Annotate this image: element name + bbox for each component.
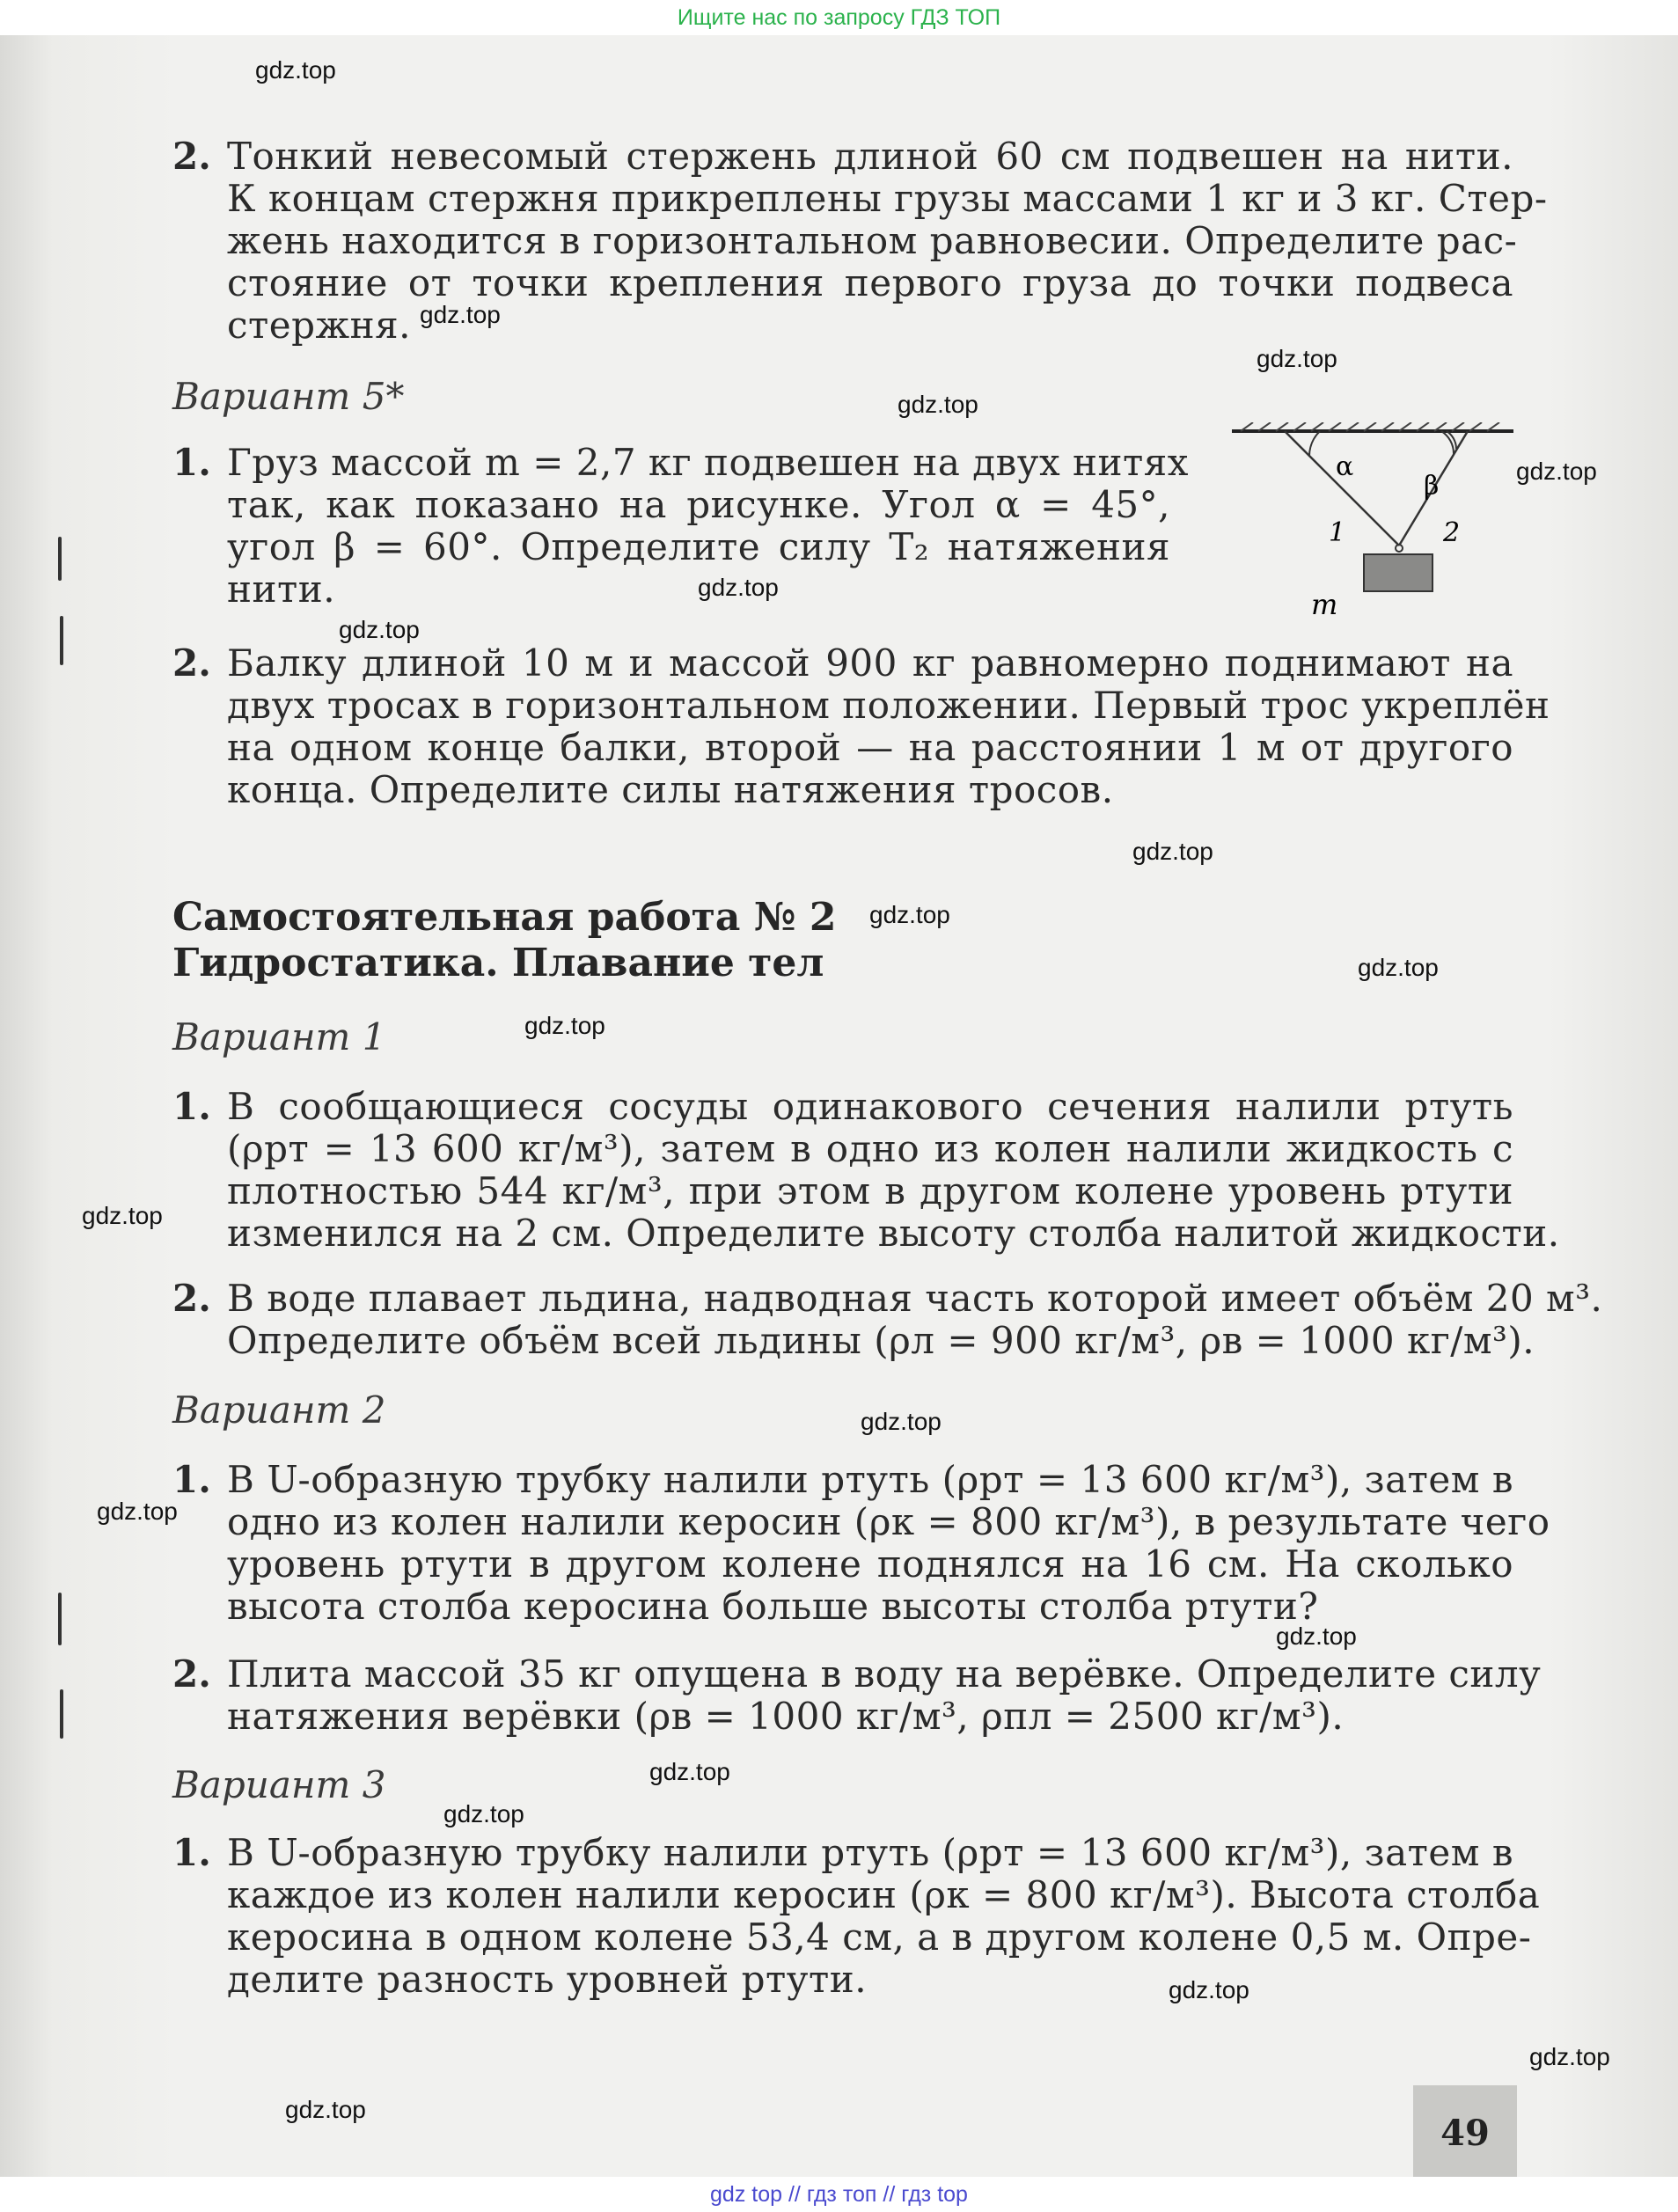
section-title: Самостоятельная работа № 2 [172, 895, 837, 940]
scanned-page [0, 35, 1678, 2177]
string-1-label: 1 [1329, 517, 1346, 548]
page-number: 49 [1413, 2085, 1517, 2191]
text-line: В U-образную трубку налили ртуть (ρрт = 13 600 кг/м³), затем в [227, 1458, 1513, 1501]
watermark: gdz.top [97, 1498, 178, 1525]
watermark: gdz.top [861, 1408, 942, 1435]
text-line: стояние от точки крепления первого груза до точки подвеса [227, 261, 1513, 304]
watermark: gdz.top [1529, 2043, 1610, 2070]
text-line: нити. [227, 568, 336, 611]
watermark: gdz.top [1132, 838, 1213, 865]
watermark: gdz.top [869, 901, 950, 928]
task-number: 2. [172, 135, 211, 178]
text-line: Груз массой m = 2,7 кг подвешен на двух нитях [227, 441, 1189, 484]
margin-mark [60, 1689, 63, 1739]
variant-title: Вариант 1 [172, 1015, 386, 1058]
variant-title: Вариант 2 [172, 1388, 386, 1432]
beta-label: β [1424, 471, 1440, 502]
text-line: каждое из колен налили керосин (ρк = 800 кг/м³). Высота столба [227, 1873, 1541, 1916]
task-number: 2. [172, 1652, 211, 1696]
watermark: gdz.top [1358, 954, 1439, 981]
watermark: gdz.top [1257, 345, 1337, 372]
pendulum-figure [1232, 422, 1513, 642]
watermark: gdz.top [698, 574, 779, 601]
section-subtitle: Гидростатика. Плавание тел [172, 941, 824, 985]
text-line: плотностью 544 кг/м³, при этом в другом колене уровень ртути [227, 1169, 1513, 1212]
variant-title: Вариант 5* [172, 375, 405, 418]
watermark: gdz.top [1516, 458, 1597, 485]
text-line: Определите объём всей льдины (ρл = 900 кг/м³, ρв = 1000 кг/м³). [227, 1319, 1535, 1362]
text-line: Тонкий невесомый стержень длиной 60 см подвешен на нити. [227, 135, 1513, 178]
load-block [1364, 554, 1433, 591]
text-line: жень находится в горизонтальном равновесии. Определите рас- [227, 219, 1518, 262]
watermark: gdz.top [1169, 1976, 1249, 2003]
text-line: (ρрт = 13 600 кг/м³), затем в одно из колен налили жидкость с [227, 1127, 1513, 1170]
alpha-label: α [1336, 451, 1354, 482]
text-line: Балку длиной 10 м и массой 900 кг равномерно поднимают на [227, 641, 1513, 685]
watermark: gdz.top [285, 2096, 366, 2123]
text-line: уровень ртути в другом колене поднялся на 16 см. На сколько [227, 1542, 1513, 1586]
mass-label: m [1311, 588, 1338, 621]
task-number: 1. [172, 1458, 211, 1501]
task-number: 1. [172, 1831, 211, 1874]
margin-mark [60, 616, 63, 665]
watermark: gdz.top [443, 1800, 524, 1827]
text-line: высота столба керосина больше высоты столба ртути? [227, 1585, 1319, 1628]
task-number: 1. [172, 1085, 211, 1128]
watermark: gdz.top [420, 301, 501, 328]
text-line: В сообщающиеся сосуды одинакового сечения налили ртуть [227, 1085, 1513, 1128]
text-line: изменился на 2 см. Определите высоту столба налитой жидкости. [227, 1212, 1560, 1255]
text-line: двух тросах в горизонтальном положении. Первый трос укреплён [227, 684, 1550, 727]
margin-mark [58, 1593, 62, 1645]
text-line: стержня. [227, 304, 411, 347]
text-line: В воде плавает льдина, надводная часть которой имеет объём 20 м³. [227, 1277, 1603, 1320]
watermark: gdz.top [339, 616, 420, 643]
watermark: gdz.top [255, 56, 336, 84]
text-line: натяжения верёвки (ρв = 1000 кг/м³, ρпл = 2500 кг/м³). [227, 1695, 1345, 1738]
task-number: 1. [172, 441, 211, 484]
text-line: делите разность уровней ртути. [227, 1958, 868, 2001]
watermark: gdz.top [1276, 1622, 1357, 1650]
text-line: конца. Определите силы натяжения тросов. [227, 768, 1114, 811]
text-line: одно из колен налили керосин (ρк = 800 кг/м³), в результате чего [227, 1500, 1550, 1543]
watermark: gdz.top [649, 1758, 730, 1785]
text-line: В U-образную трубку налили ртуть (ρрт = 13 600 кг/м³), затем в [227, 1831, 1513, 1874]
watermark: gdz.top [82, 1202, 163, 1229]
text-line: К концам стержня прикреплены грузы массами 1 кг и 3 кг. Стер- [227, 177, 1548, 220]
watermark: gdz.top [898, 391, 978, 418]
text-line: керосина в одном колене 53,4 см, а в другом колене 0,5 м. Опре- [227, 1915, 1532, 1959]
text-line: на одном конце балки, второй — на расстоянии 1 м от другого [227, 726, 1513, 769]
task-number: 2. [172, 641, 211, 685]
top-banner[interactable]: Ищите нас по запросу ГДЗ ТОП [0, 0, 1678, 35]
text-line: Плита массой 35 кг опущена в воду на верёвке. Определите силу [227, 1652, 1542, 1696]
bottom-banner[interactable]: gdz top // гдз топ // гдз top [0, 2177, 1678, 2212]
variant-title: Вариант 3 [172, 1763, 386, 1806]
watermark: gdz.top [524, 1012, 605, 1039]
margin-mark [58, 537, 62, 581]
text-line: угол β = 60°. Определите силу T₂ натяжения [227, 525, 1170, 568]
task-number: 2. [172, 1277, 211, 1320]
text-line: так, как показано на рисунке. Угол α = 45°, [227, 483, 1170, 526]
string-2-label: 2 [1443, 517, 1461, 548]
angle-alpha-arc [1309, 431, 1320, 456]
